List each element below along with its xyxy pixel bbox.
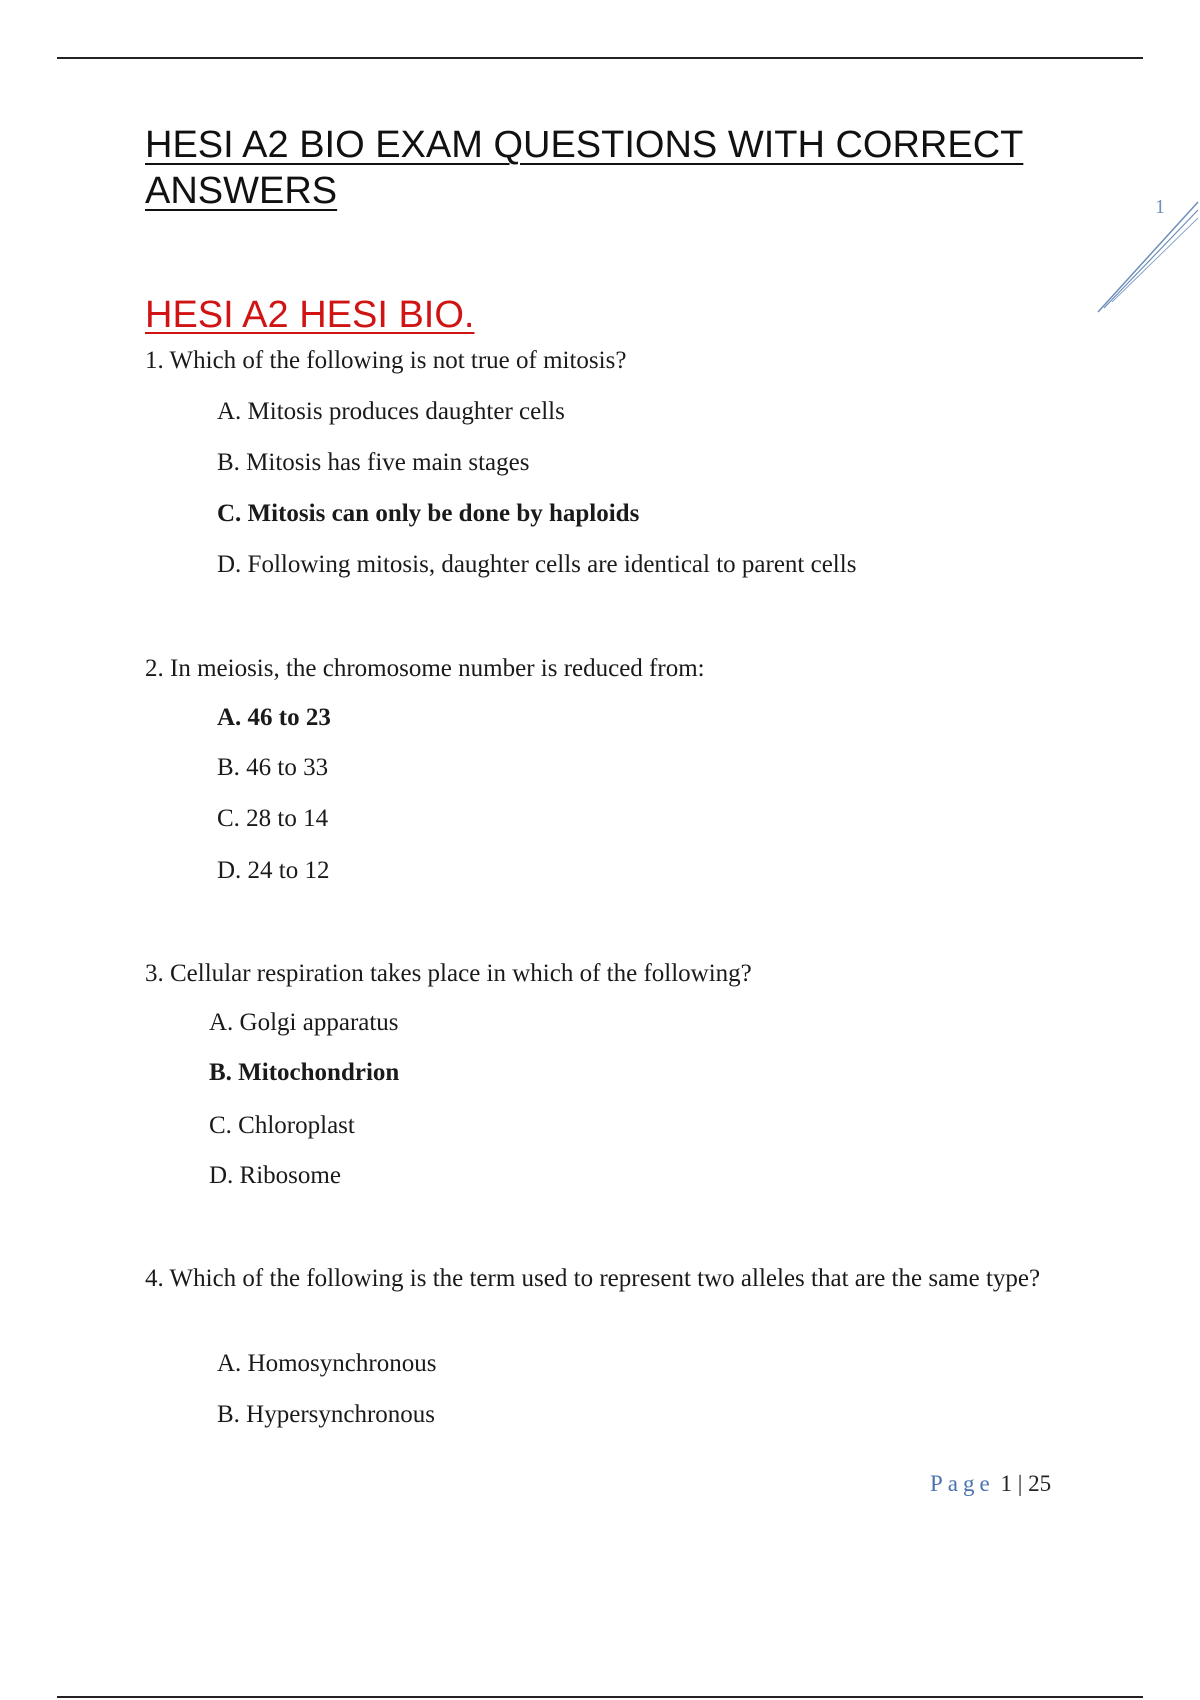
question-3-option-a: A. Golgi apparatus xyxy=(209,1009,399,1036)
document-title: HESI A2 BIO EXAM QUESTIONS WITH CORRECT ANSWERS xyxy=(145,124,1024,212)
corner-page-number: 1 xyxy=(1155,196,1165,218)
question-2-option-c: C. 28 to 14 xyxy=(217,805,329,832)
question-3-option-c: C. Chloroplast xyxy=(209,1112,355,1139)
question-2-option-d: D. 24 to 12 xyxy=(217,857,330,884)
question-2-option-b: B. 46 to 33 xyxy=(217,754,329,781)
question-1-option-a: A. Mitosis produces daughter cells xyxy=(217,398,565,425)
corner-decoration-icon xyxy=(1090,200,1200,315)
question-4-option-a: A. Homosynchronous xyxy=(217,1350,437,1377)
question-1-option-c-correct: C. Mitosis can only be done by haploids xyxy=(217,500,640,527)
question-1-option-b: B. Mitosis has five main stages xyxy=(217,449,530,476)
question-4-text: 4. Which of the following is the term used to represent two alleles that are the same type? xyxy=(145,1265,1041,1292)
question-3-option-d: D. Ribosome xyxy=(209,1162,341,1189)
page-footer xyxy=(930,1471,1051,1497)
question-4-option-b: B. Hypersynchronous xyxy=(217,1401,436,1428)
question-1-option-d: D. Following mitosis, daughter cells are identical to parent cells xyxy=(217,551,857,578)
section-heading: HESI A2 HESI BIO. xyxy=(145,294,475,336)
top-rule xyxy=(57,57,1143,59)
question-2-option-a-correct: A. 46 to 23 xyxy=(217,704,331,731)
page-number: 1 | 25 xyxy=(1000,1471,1052,1496)
question-3-option-b-correct: B. Mitochondrion xyxy=(209,1059,400,1086)
bottom-rule xyxy=(57,1696,1143,1698)
question-1-text: 1. Which of the following is not true of mitosis? xyxy=(145,347,627,374)
question-2-text: 2. In meiosis, the chromosome number is reduced from: xyxy=(145,655,705,682)
page-word: Page xyxy=(930,1471,995,1496)
question-3-text: 3. Cellular respiration takes place in which of the following? xyxy=(145,960,752,987)
